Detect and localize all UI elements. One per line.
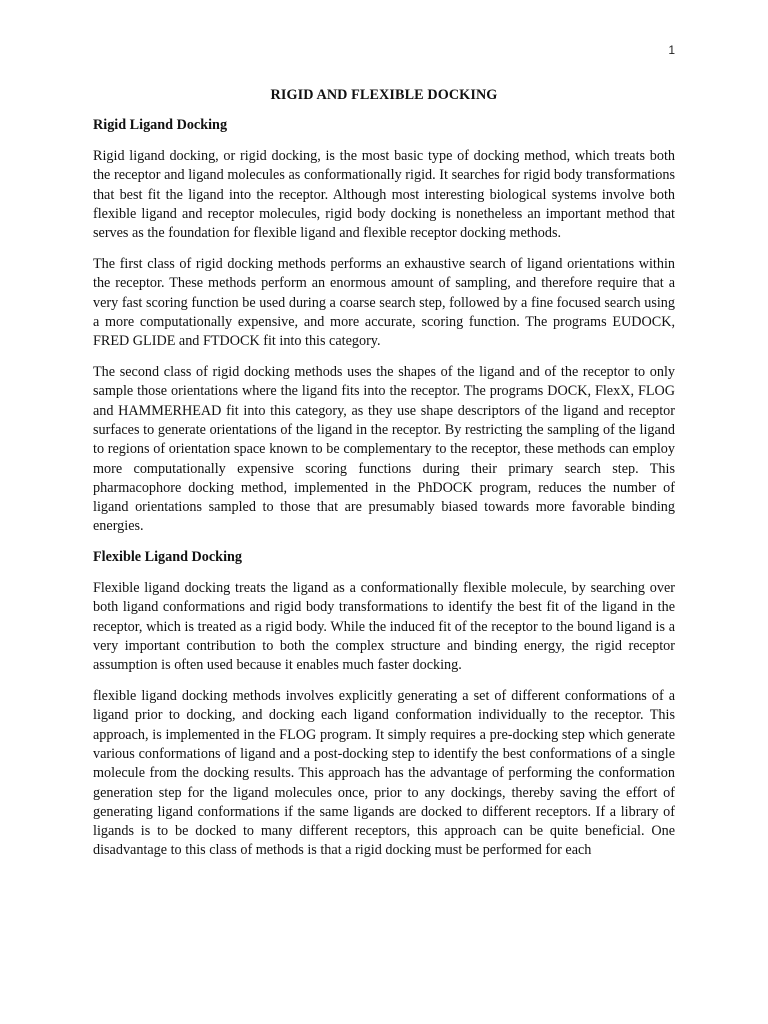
page-number: 1 (668, 43, 675, 57)
section-heading: Rigid Ligand Docking (93, 117, 228, 134)
paragraph: Flexible ligand docking treats the ligand as a conformationally flexible molecule, by searching over both ligand conformations and rigid body transformations to identify the best fit of the ligand in the receptor, which is treated as a rigid body. While the induced fit of the receptor to the bound ligand is a very important contribution to both the complex structure and binding energy, the rigid receptor assumption is often used because it enables much faster docking. (93, 580, 675, 674)
paragraph: The first class of rigid docking methods performs an exhaustive search of ligand orientations within the receptor. These methods perform an enormous amount of sampling, and therefore require that a very fast scoring function be used during a coarse search step, followed by a fine focused search using a more computationally expensive, and more accurate, scoring function. The programs EUDOCK, FRED GLIDE and FTDOCK fit into this category. (93, 256, 675, 350)
section-heading: Flexible Ligand Docking (93, 549, 242, 566)
paragraph: flexible ligand docking methods involves explicitly generating a set of different conformations of a ligand prior to docking, and docking each ligand conformation individually to the receptor. This approach, is implemented in the FLOG program. It simply requires a pre-docking step which generate various conformations of ligand and a post-docking step to identify the best conformations of a single molecule from the docking results. This approach has the advantage of performing the conformation generation step for the ligand molecules once, prior to any dockings, thereby saving the effort of generating ligand conformations if the same ligands are docked to different receptors. If a library of ligands is to be docked to many different receptors, this approach can be quite beneficial. One disadvantage to this class of methods is that a rigid docking must be performed for each (93, 688, 675, 859)
document-title: RIGID AND FLEXIBLE DOCKING (270, 87, 498, 103)
paragraph: The second class of rigid docking methods uses the shapes of the ligand and of the receptor to only sample those orientations where the ligand fits into the receptor. The programs DOCK, FlexX, FLOG and HAMMERHEAD fit into this category, as they use shape descriptors of the ligand and receptor surfaces to generate orientations of the ligand in the receptor. By restricting the sampling of the ligand to regions of orientation space known to be complementary to the receptor, these methods can employ more computationally expensive scoring functions during their primary search step. This pharmacophore docking method, implemented in the PhDOCK program, reduces the number of ligand orientations sampled to those that are presumably biased towards more favorable binding energies. (93, 364, 675, 535)
section-rigid-ligand-docking (93, 116, 675, 536)
section-flexible-ligand-docking (93, 548, 675, 860)
document-body (93, 86, 675, 872)
paragraph: Rigid ligand docking, or rigid docking, is the most basic type of docking method, which treats both the receptor and ligand molecules as conformationally rigid. It searches for rigid body transformations that best fit the ligand into the receptor. Although most interesting biological systems involve both flexible ligand and receptor molecules, rigid body docking is nonetheless an important method that serves as the foundation for flexible ligand and flexible receptor docking methods. (93, 148, 675, 242)
